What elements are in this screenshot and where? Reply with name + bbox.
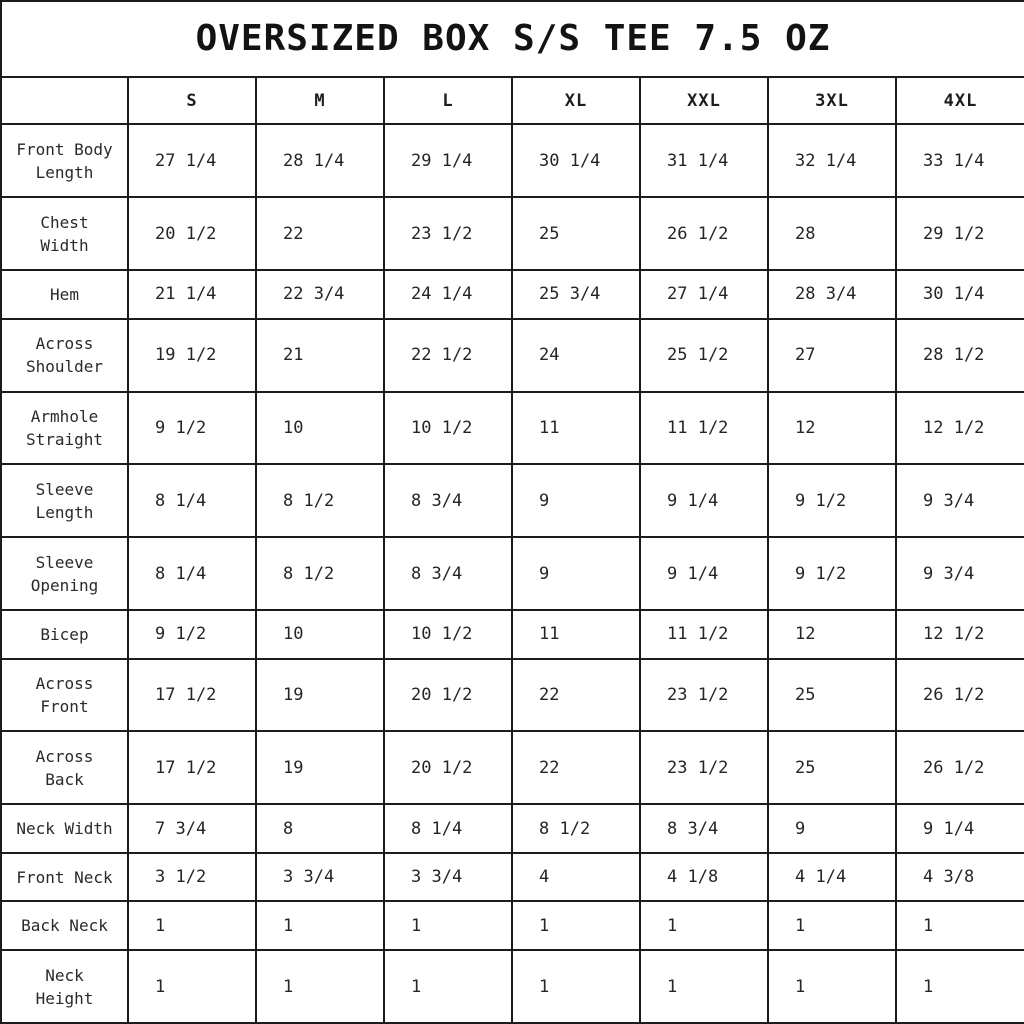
measurement-value: 3 1/2 xyxy=(128,853,256,902)
row-label xyxy=(1,804,128,853)
measurement-value: 25 xyxy=(512,197,640,270)
measurement-value: 19 xyxy=(256,659,384,732)
measurement-value: 1 xyxy=(384,950,512,1023)
measurement-value: 1 xyxy=(640,950,768,1023)
measurement-value: 30 1/4 xyxy=(512,124,640,197)
size-header-4xl: 4XL xyxy=(896,77,1024,125)
measurement-value: 25 3/4 xyxy=(512,270,640,319)
measurement-value: 12 xyxy=(768,610,896,659)
row-label xyxy=(1,659,128,732)
row-label-text: Across Shoulder xyxy=(25,334,104,377)
row-label xyxy=(1,610,128,659)
measurement-value: 9 1/2 xyxy=(768,537,896,610)
measurement-value: 25 1/2 xyxy=(640,319,768,392)
measurement-value: 4 1/4 xyxy=(768,853,896,902)
measurement-value: 8 1/2 xyxy=(256,537,384,610)
measurement-value: 4 3/8 xyxy=(896,853,1024,902)
measurement-value: 10 1/2 xyxy=(384,392,512,465)
measurement-value: 10 xyxy=(256,610,384,659)
measurement-value: 20 1/2 xyxy=(384,731,512,804)
row-label-text: Across Front xyxy=(35,674,94,717)
measurement-value: 8 3/4 xyxy=(384,537,512,610)
measurement-value: 4 1/8 xyxy=(640,853,768,902)
measurement-value: 22 xyxy=(512,731,640,804)
measurement-value: 30 1/4 xyxy=(896,270,1024,319)
measurement-value: 1 xyxy=(768,901,896,950)
measurement-value: 22 xyxy=(512,659,640,732)
table-row xyxy=(1,124,1024,197)
size-header-s: S xyxy=(128,77,256,125)
measurement-value: 28 3/4 xyxy=(768,270,896,319)
row-label-text: Sleeve Length xyxy=(35,479,94,522)
size-header-l: L xyxy=(384,77,512,125)
measurement-value: 28 1/2 xyxy=(896,319,1024,392)
measurement-value: 3 3/4 xyxy=(384,853,512,902)
row-label xyxy=(1,319,128,392)
row-label xyxy=(1,731,128,804)
measurement-value: 29 1/2 xyxy=(896,197,1024,270)
measurement-value: 9 3/4 xyxy=(896,537,1024,610)
measurement-value: 27 1/4 xyxy=(640,270,768,319)
row-label xyxy=(1,853,128,902)
row-label xyxy=(1,901,128,950)
measurement-value: 28 xyxy=(768,197,896,270)
measurement-value: 1 xyxy=(640,901,768,950)
measurement-value: 4 xyxy=(512,853,640,902)
row-label-text: Front Body Length xyxy=(16,139,113,182)
measurement-value: 8 1/2 xyxy=(256,464,384,537)
measurement-value: 23 1/2 xyxy=(384,197,512,270)
measurement-value: 32 1/4 xyxy=(768,124,896,197)
measurement-value: 9 1/2 xyxy=(128,392,256,465)
measurement-value: 26 1/2 xyxy=(896,731,1024,804)
table-row xyxy=(1,804,1024,853)
measurement-value: 27 xyxy=(768,319,896,392)
measurement-value: 24 xyxy=(512,319,640,392)
table-row xyxy=(1,950,1024,1023)
measurement-value: 22 xyxy=(256,197,384,270)
measurement-value: 8 3/4 xyxy=(640,804,768,853)
measurement-value: 9 xyxy=(512,464,640,537)
measurement-value: 33 1/4 xyxy=(896,124,1024,197)
table-row xyxy=(1,610,1024,659)
table-row xyxy=(1,197,1024,270)
table-row xyxy=(1,901,1024,950)
size-header-row xyxy=(1,77,1024,125)
measurement-value: 9 1/4 xyxy=(896,804,1024,853)
measurement-value: 1 xyxy=(896,901,1024,950)
measurement-value: 9 xyxy=(512,537,640,610)
measurement-value: 10 xyxy=(256,392,384,465)
row-label-text: Bicep xyxy=(40,624,89,644)
measurement-value: 9 1/4 xyxy=(640,537,768,610)
measurement-value: 21 xyxy=(256,319,384,392)
measurement-value: 1 xyxy=(512,950,640,1023)
measurement-value: 21 1/4 xyxy=(128,270,256,319)
table-row xyxy=(1,319,1024,392)
corner-cell xyxy=(1,77,128,125)
measurement-value: 25 xyxy=(768,731,896,804)
row-label xyxy=(1,950,128,1023)
measurement-value: 11 xyxy=(512,392,640,465)
measurement-value: 19 xyxy=(256,731,384,804)
row-label xyxy=(1,392,128,465)
measurement-value: 8 1/4 xyxy=(128,464,256,537)
measurement-value: 9 1/2 xyxy=(128,610,256,659)
measurement-value: 9 1/4 xyxy=(640,464,768,537)
row-label-text: Hem xyxy=(50,284,79,304)
row-label xyxy=(1,124,128,197)
size-header-xxl: XXL xyxy=(640,77,768,125)
measurement-value: 11 1/2 xyxy=(640,392,768,465)
measurement-value: 29 1/4 xyxy=(384,124,512,197)
row-label-text: Neck Width xyxy=(16,819,113,839)
table-row xyxy=(1,464,1024,537)
row-label-text: Back Neck xyxy=(21,916,108,936)
measurement-value: 11 1/2 xyxy=(640,610,768,659)
row-label-text: Armhole Straight xyxy=(25,406,104,449)
measurement-value: 27 1/4 xyxy=(128,124,256,197)
row-label-text: Across Back xyxy=(35,746,94,789)
table-row xyxy=(1,853,1024,902)
measurement-value: 17 1/2 xyxy=(128,731,256,804)
measurement-value: 3 3/4 xyxy=(256,853,384,902)
row-label-text: Front Neck xyxy=(16,867,113,887)
measurement-value: 7 3/4 xyxy=(128,804,256,853)
measurement-value: 9 3/4 xyxy=(896,464,1024,537)
size-header-3xl: 3XL xyxy=(768,77,896,125)
row-label-text: Neck Height xyxy=(35,965,94,1008)
measurement-value: 17 1/2 xyxy=(128,659,256,732)
measurement-value: 1 xyxy=(128,901,256,950)
table-row xyxy=(1,731,1024,804)
measurement-value: 1 xyxy=(256,901,384,950)
size-header-xl: XL xyxy=(512,77,640,125)
measurement-value: 22 3/4 xyxy=(256,270,384,319)
measurement-value: 8 1/4 xyxy=(384,804,512,853)
table-row xyxy=(1,659,1024,732)
table-row xyxy=(1,270,1024,319)
measurement-value: 9 xyxy=(768,804,896,853)
measurement-value: 12 1/2 xyxy=(896,392,1024,465)
measurement-value: 1 xyxy=(512,901,640,950)
measurement-value: 20 1/2 xyxy=(128,197,256,270)
measurement-value: 8 1/4 xyxy=(128,537,256,610)
measurement-value: 1 xyxy=(256,950,384,1023)
measurement-value: 26 1/2 xyxy=(640,197,768,270)
measurement-value: 11 xyxy=(512,610,640,659)
table-row xyxy=(1,392,1024,465)
measurement-value: 1 xyxy=(384,901,512,950)
measurement-value: 31 1/4 xyxy=(640,124,768,197)
measurement-value: 23 1/2 xyxy=(640,659,768,732)
measurement-value: 19 1/2 xyxy=(128,319,256,392)
measurement-value: 24 1/4 xyxy=(384,270,512,319)
measurement-value: 22 1/2 xyxy=(384,319,512,392)
row-label-text: Chest Width xyxy=(40,212,89,255)
measurement-value: 9 1/2 xyxy=(768,464,896,537)
measurement-value: 1 xyxy=(128,950,256,1023)
row-label xyxy=(1,270,128,319)
measurement-value: 10 1/2 xyxy=(384,610,512,659)
page-title: OVERSIZED BOX S/S TEE 7.5 OZ xyxy=(1,1,1024,77)
measurement-value: 28 1/4 xyxy=(256,124,384,197)
measurement-value: 12 xyxy=(768,392,896,465)
measurement-value: 8 1/2 xyxy=(512,804,640,853)
measurement-value: 23 1/2 xyxy=(640,731,768,804)
row-label xyxy=(1,197,128,270)
measurement-value: 1 xyxy=(768,950,896,1023)
row-label xyxy=(1,537,128,610)
measurement-value: 12 1/2 xyxy=(896,610,1024,659)
row-label-text: Sleeve Opening xyxy=(30,552,99,595)
measurement-value: 1 xyxy=(896,950,1024,1023)
row-label xyxy=(1,464,128,537)
title-row xyxy=(1,1,1024,77)
measurement-value: 20 1/2 xyxy=(384,659,512,732)
size-header-m: M xyxy=(256,77,384,125)
measurement-value: 25 xyxy=(768,659,896,732)
measurement-value: 8 3/4 xyxy=(384,464,512,537)
measurement-value: 8 xyxy=(256,804,384,853)
table-row xyxy=(1,537,1024,610)
measurement-value: 26 1/2 xyxy=(896,659,1024,732)
